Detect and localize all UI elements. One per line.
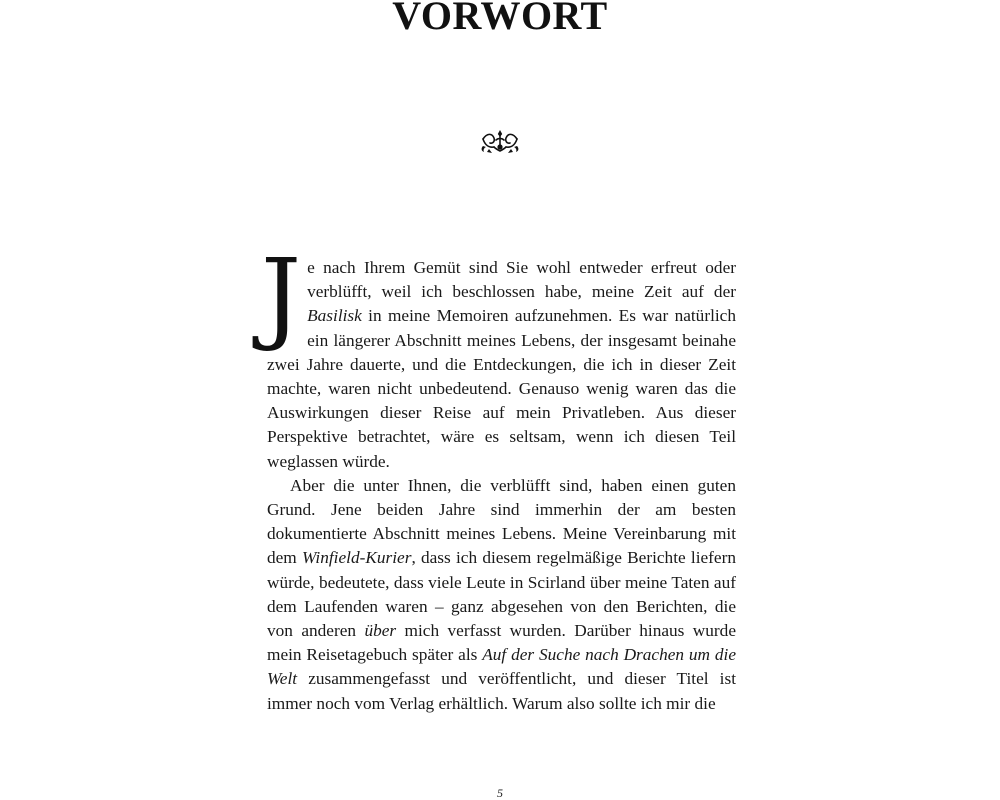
paragraph-2-text-b: , dass ich diesem regelmäßige Berichte liefern würde, bedeutete, dass viele Leute in Scirland über meine Taten auf dem Laufenden waren – ganz abgesehen von den Berichten, die von anderen (267, 548, 736, 641)
body-text (261, 237, 736, 716)
paragraph-1 (261, 237, 736, 474)
fleuron-ornament-icon (481, 130, 519, 154)
drop-cap: J (261, 237, 302, 354)
chapter-title: VORWORT (392, 0, 608, 38)
paragraph-2-text-d: zusammengefasst und veröffentlicht, und dieser Titel ist immer noch vom Verlag erhältlich. Warum also sollte ich mir die (267, 669, 736, 713)
paragraph-2 (267, 474, 736, 716)
book-title-italic: Auf der Suche nach Drachen um die Welt (267, 645, 736, 689)
newspaper-name-italic: Winfield-Kurier (301, 548, 412, 568)
paragraph-2-text-c: mich verfasst wurden. Darüber hinaus wurde mein Reisetagebuch später als (267, 621, 736, 665)
paragraph-2-text-a: Aber die unter Ihnen, die verblüfft sind, haben einen guten Grund. Jene beiden Jahre sind immerhin der am besten dokumentierte Abschnitt meines Lebens. Meine Vereinbarung mit dem (267, 475, 736, 568)
page-number: 5 (497, 786, 503, 800)
paragraph-1-text-a: e nach Ihrem Gemüt sind Sie wohl entweder erfreut oder verblüfft, weil ich beschlossen habe, meine Zeit auf der (307, 258, 736, 302)
emphasis-italic: über (364, 621, 397, 641)
paragraph-1-text-b: in meine Memoiren aufzunehmen. Es war natürlich ein längerer Abschnitt meines Lebens, der insgesamt beinahe zwei Jahre dauerte, und die Entdeckungen, die ich in dieser Zeit machte, waren nicht unbedeutend. Genauso wenig waren das die Auswirkungen dieser Reise auf mein Privatleben. Aus dieser Perspektive betrachtet, wäre es seltsam, wenn ich diesen Teil weglassen würde. (267, 306, 736, 471)
ship-name-italic: Basilisk (307, 306, 362, 326)
